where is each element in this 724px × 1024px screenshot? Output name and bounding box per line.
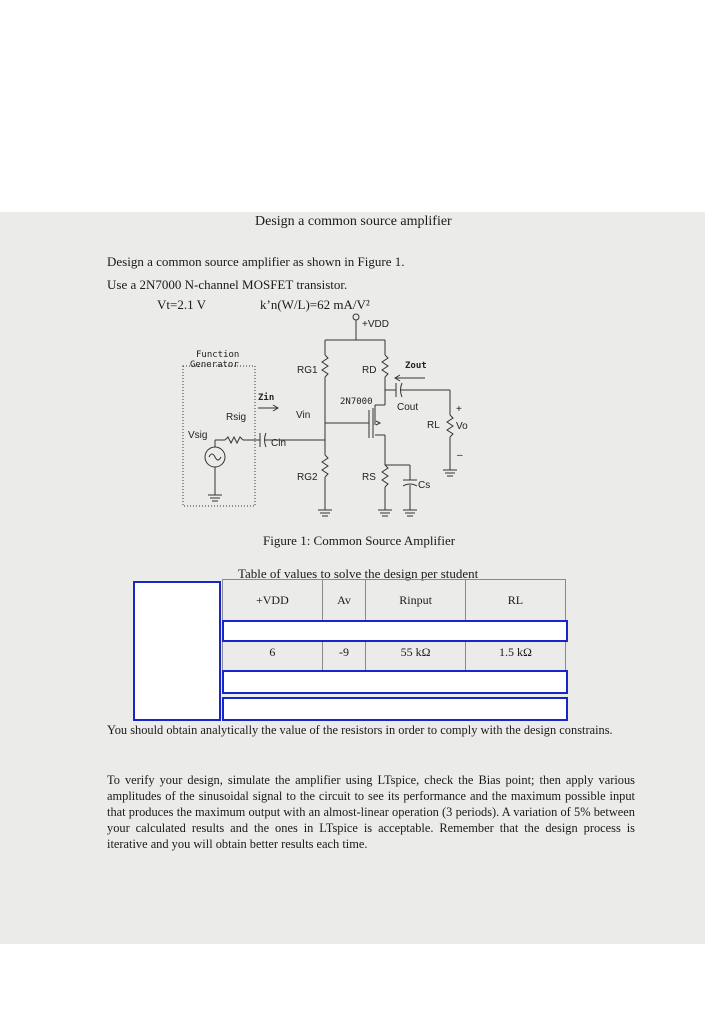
redaction-box-row3 [222,697,568,721]
redaction-box-left [133,581,221,721]
rl-resistor [447,415,453,437]
vt-param: Vt=2.1 V [157,297,206,312]
cin-label: Cin [271,438,287,449]
cell-av: -9 [322,632,366,673]
rg2-label: RG2 [297,472,318,483]
circuit-schematic [170,310,490,530]
cell-rinput: 55 kΩ [366,632,465,673]
vdd-label: +VDD [362,319,389,330]
vdd-node [353,314,359,320]
redaction-box-row2 [222,670,568,694]
vsig-label: Vsig [188,430,208,441]
plus-label: + [456,404,462,415]
zout-label: Zout [405,361,427,371]
cout-label: Cout [397,402,419,413]
transistor-label: 2N7000 [340,397,373,407]
transistor-line: Use a 2N7000 N-channel MOSFET transistor. [107,277,348,292]
cell-rl: 1.5 kΩ [465,632,565,673]
rs-label: RS [362,472,376,483]
document-title: Design a common source amplifier [255,214,452,229]
header-rinput: Rinput [366,580,465,621]
rg1-resistor [322,355,328,377]
cell-vdd: 6 [223,632,323,673]
generator-label: Generator [190,360,239,370]
paragraph-analytic: You should obtain analytically the value of the resistors in order to comply with the design constrains. [107,723,613,737]
rs-resistor [382,465,388,487]
kn-param: k’n(W/L)=62 mA/V² [260,297,370,312]
function-label: Function [196,350,240,360]
header-vdd: +VDD [223,580,323,621]
vo-label: Vo [456,421,468,432]
redaction-box-row1 [222,620,568,642]
rg2-resistor [322,455,328,477]
rl-label: RL [427,420,440,431]
table-header-row [223,580,566,621]
rg1-label: RG1 [297,365,318,376]
rsig-resistor [225,437,243,443]
table-title: Table of values to solve the design per student [238,566,479,581]
zin-label: Zin [258,393,275,403]
figure-caption: Figure 1: Common Source Amplifier [263,533,456,548]
minus-label: – [457,450,463,461]
cs-label: Cs [418,480,431,491]
header-av: Av [322,580,366,621]
rd-resistor [382,355,388,377]
header-rl: RL [465,580,565,621]
paragraph-ltspice: To verify your design, simulate the amplifier using LTspice, check the Bias point; then apply various amplitudes of the sinusoidal signal to the circuit to see its performance and the maximum possible input that produces the maximum output with an almost-linear operation (3 periods). A variation of 5% between your calculated results and the ones in LTspice is acceptable. Remember that the design process is iterative and you will obtain better results each time. [107,773,635,851]
intro-line: Design a common source amplifier as shown in Figure 1. [107,254,405,269]
rd-label: RD [362,365,377,376]
vin-label: Vin [296,410,311,421]
rsig-label: Rsig [226,412,247,423]
